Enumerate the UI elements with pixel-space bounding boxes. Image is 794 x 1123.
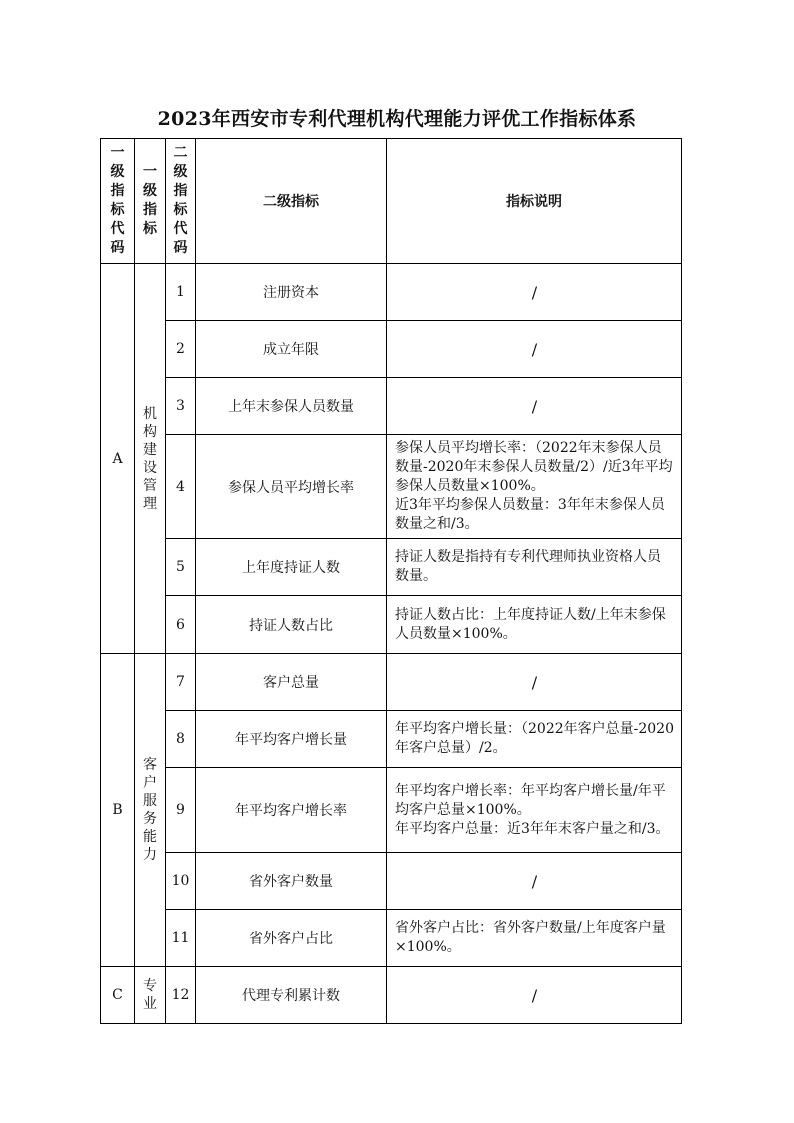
indicator-description: / (387, 321, 682, 378)
group-code: C (101, 967, 135, 1024)
indicator-name: 上年度持证人数 (196, 539, 387, 596)
indicator-name: 年平均客户增长量 (196, 711, 387, 768)
indicator-name: 注册资本 (196, 264, 387, 321)
indicator-description: / (387, 378, 682, 435)
row-number: 3 (166, 378, 196, 435)
table-row (101, 596, 682, 654)
table-row (101, 711, 682, 768)
page-title: 2023年西安市专利代理机构代理能力评优工作指标体系 (157, 108, 637, 130)
indicator-description: / (387, 853, 682, 910)
row-number: 10 (166, 853, 196, 910)
indicator-name: 参保人员平均增长率 (196, 435, 387, 539)
indicator-description: / (387, 654, 682, 711)
indicator-description: / (387, 264, 682, 321)
indicator-name: 省外客户占比 (196, 910, 387, 967)
table-row (101, 321, 682, 378)
header-level1: 一 级 指 标 (143, 164, 157, 237)
table-row (101, 539, 682, 596)
group-name: 专 业 (143, 978, 157, 1012)
indicator-description (387, 711, 682, 768)
indicator-name: 持证人数占比 (196, 596, 387, 654)
description-paragraph: 近3年平均参保人员数量：3年年末参保人员数量之和/3。 (395, 497, 665, 532)
header-level2: 二级指标 (196, 139, 387, 264)
indicator-name: 代理专利累计数 (196, 967, 387, 1024)
row-number: 1 (166, 264, 196, 321)
indicator-name: 年平均客户增长率 (196, 768, 387, 853)
table-row (101, 654, 682, 711)
header-level2-code: 二 级 指 标 代 码 (173, 145, 188, 256)
table-row (101, 910, 682, 967)
indicator-description (387, 910, 682, 967)
table-row (101, 264, 682, 321)
row-number: 11 (166, 910, 196, 967)
row-number: 2 (166, 321, 196, 378)
indicator-description (387, 768, 682, 853)
table-row (101, 853, 682, 910)
group-name: 客 户 服 务 能 力 (143, 757, 157, 863)
row-number: 6 (166, 596, 196, 654)
row-number: 7 (166, 654, 196, 711)
indicator-name: 上年末参保人员数量 (196, 378, 387, 435)
group-code: B (101, 654, 135, 967)
row-number: 5 (166, 539, 196, 596)
description-paragraph: 年平均客户增长率：年平均客户增长量/年平均客户总量×100%。 (395, 782, 666, 818)
description-paragraph: 年平均客户增长量：（2022年客户总量-2020年客户总量）/2。 (395, 721, 674, 756)
indicator-description (387, 435, 682, 539)
table-row (101, 967, 682, 1024)
group-code: A (101, 264, 135, 654)
table-row (101, 435, 682, 539)
row-number: 8 (166, 711, 196, 768)
indicator-name: 客户总量 (196, 654, 387, 711)
indicator-description: / (387, 967, 682, 1024)
indicator-description (387, 596, 682, 654)
indicator-name: 成立年限 (196, 321, 387, 378)
description-paragraph: 年平均客户总量：近3年年末客户量之和/3。 (395, 820, 670, 837)
row-number: 4 (166, 435, 196, 539)
row-number: 12 (166, 967, 196, 1024)
table-row (101, 378, 682, 435)
indicator-name: 省外客户数量 (196, 853, 387, 910)
description-paragraph: 省外客户占比：省外客户数量/上年度客户量×100%。 (395, 920, 666, 955)
group-name: 机 构 建 设 管 理 (143, 405, 157, 512)
indicator-description (387, 539, 682, 596)
description-paragraph: 持证人数是指持有专利代理师执业资格人员数量。 (395, 549, 661, 584)
description-paragraph: 持证人数占比：上年度持证人数/上年末参保人员数量×100%。 (395, 606, 666, 642)
header-level1-code: 一 级 指 标 代 码 (110, 145, 125, 256)
description-paragraph: 参保人员平均增长率：（2022年末参保人员数量-2020年末参保人员数量/2）/近3年平均参保人员数量×100%。 (395, 440, 673, 494)
table-row (101, 768, 682, 853)
indicator-table (100, 138, 682, 1024)
table-header-row (101, 139, 682, 264)
header-description: 指标说明 (387, 139, 682, 264)
row-number: 9 (166, 768, 196, 853)
